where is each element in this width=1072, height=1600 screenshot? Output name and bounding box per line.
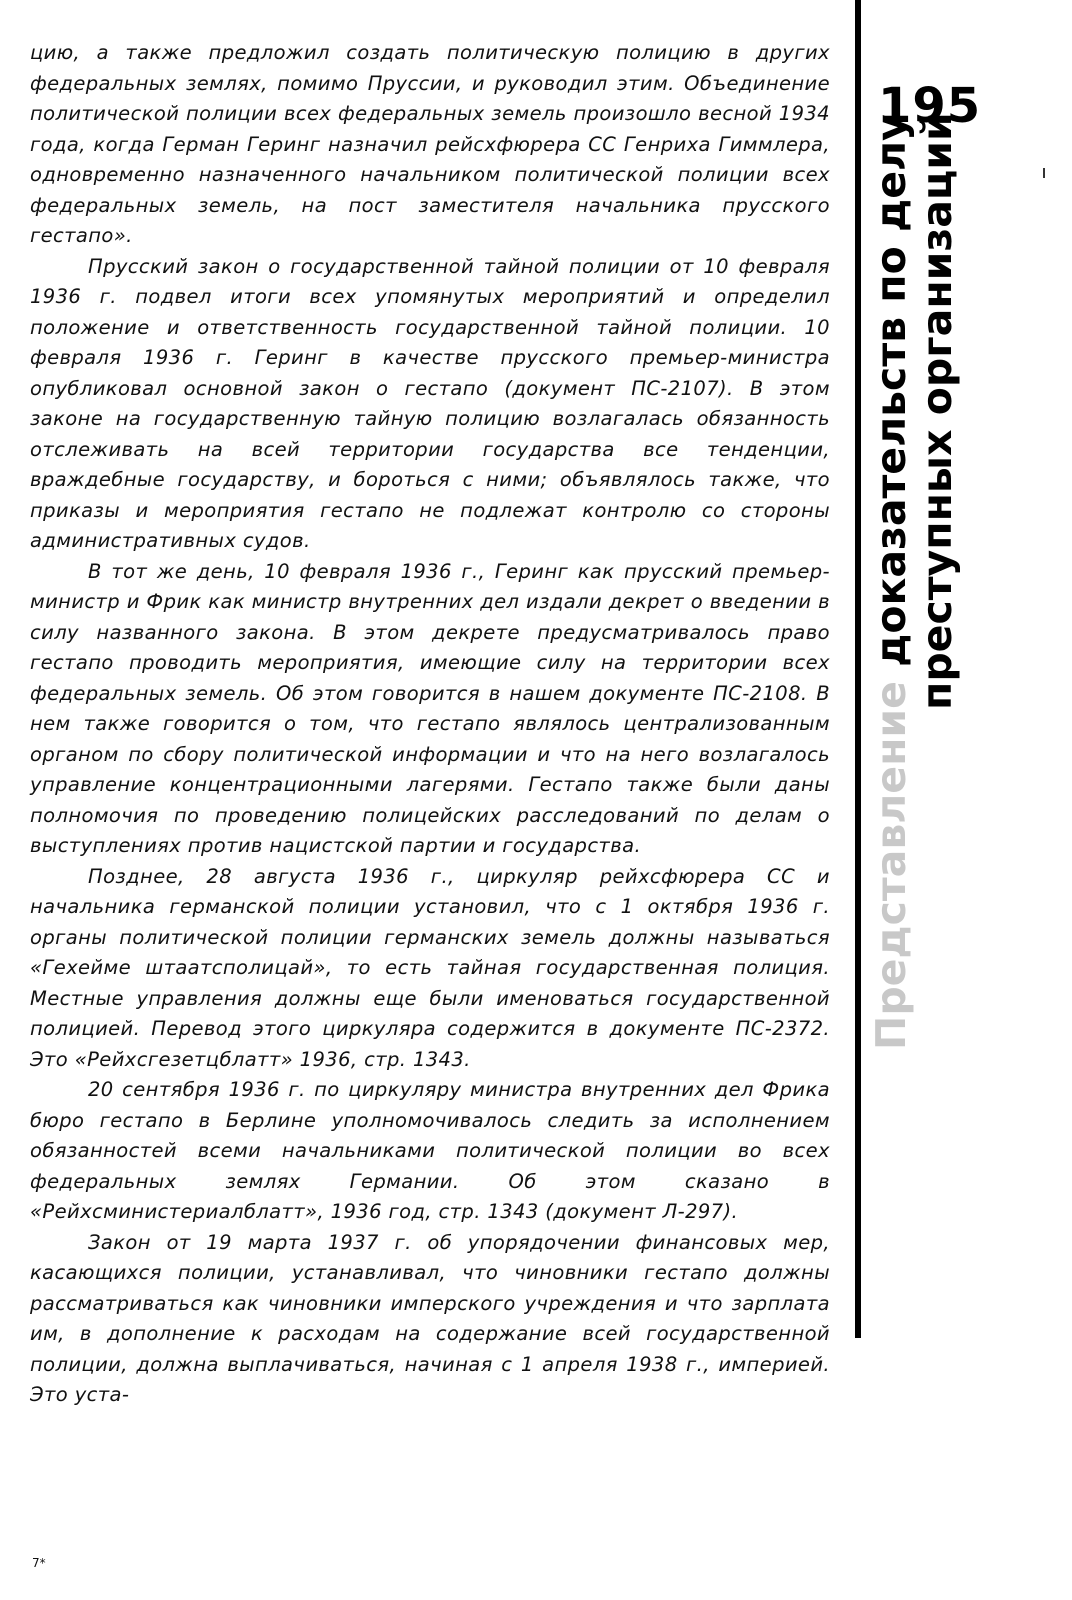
body-text xyxy=(30,38,830,1411)
running-head-line-2: преступных организаций xyxy=(913,112,961,710)
running-head-line-1 xyxy=(867,114,915,1050)
paragraph-2: Прусский закон о государственной тайной полиции от 10 февраля 1936 г. подвел итоги всех упомянутых мероприятий и определил положение и ответственность государственной тайной полиции. 10 февраля 1936 г. Геринг в качестве прусского премьер-министра опубликовал основной закон о гестапо (документ ПС-2107). В этом законе на государственную тайную полицию возлагалась обязанность отслеживать на всей территории государства все тенденции, враждебные государству, и бороться с ними; объявлялось также, что приказы и мероприятия гестапо не подлежат контролю со стороны административных судов. xyxy=(30,254,830,552)
paragraph-5: 20 сентября 1936 г. по циркуляру министра внутренних дел Фрика бюро гестапо в Берлине уполномочивалось следить за исполнением обязанностей всеми начальниками политической полиции во всех федеральных землях Германии. Об этом сказано в «Рейхсминистериалблатт», 1936 год, стр. 1343 (документ Л-297). xyxy=(30,1078,830,1223)
paragraph-4: Позднее, 28 августа 1936 г., циркуляр рейхсфюрера СС и начальника германской полиции установил, что с 1 октября 1936 г. органы политической полиции германских земель должны называться «Гехейме штаатсполицай», то есть тайная государственная полиция. Местные управления должны еще были именоваться государственной полицией. Перевод этого циркуляра содержится в документе ПС-2372. Это «Рейхсгезетцблатт» 1936, стр. 1343. xyxy=(30,864,830,1071)
signature-mark: 7* xyxy=(32,1556,46,1570)
running-head-light-part: Представление xyxy=(867,666,915,1050)
paragraph-6: Закон от 19 марта 1937 г. об упорядочении финансовых мер, касающихся полиции, устанавливал, что чиновники гестапо должны рассматриваться как чиновники имперского учреждения и что зарплата им, в дополнение к расходам на содержание всей государственной полиции, должна выплачиваться, начиная с 1 апреля 1938 г., империей. Это уста- xyxy=(30,1230,830,1406)
paragraph-3: В тот же день, 10 февраля 1936 г., Геринг как прусский премьер-министр и Фрик как министр внутренних дел издали декрет о введении в силу названного закона. В этом декрете предусматривалось право гестапо проводить мероприятия, имеющие силу на территории всех федеральных земель. Об этом говорится в нашем документе ПС-2108. В нем также говорится о том, что гестапо являлось централизованным органом по сбору политической информации и что на него возлагалось управление концентрационными лагерями. Гестапо также были даны полномочия по проведению полицейских расследований по делам о выступлениях против нацистской партии и государства. xyxy=(30,559,830,857)
page-number: 195 xyxy=(878,78,982,134)
vertical-rule xyxy=(855,0,861,1338)
running-head xyxy=(867,112,961,1050)
paragraph-1: цию, а также предложил создать политическую полицию в других федеральных землях, помимо Пруссии, и руководил этим. Объединение политической полиции всех федеральных земель произошло весной 1934 года, когда Герман Геринг назначил рейсхфюрера СС Генриха Гиммлера, одновременно назначенного начальником политической полиции всех федеральных земель, на пост заместителя начальника прусского гестапо». xyxy=(30,41,830,247)
edge-mark xyxy=(1043,168,1045,178)
running-head-dark-part: доказательств по делу xyxy=(867,114,915,667)
